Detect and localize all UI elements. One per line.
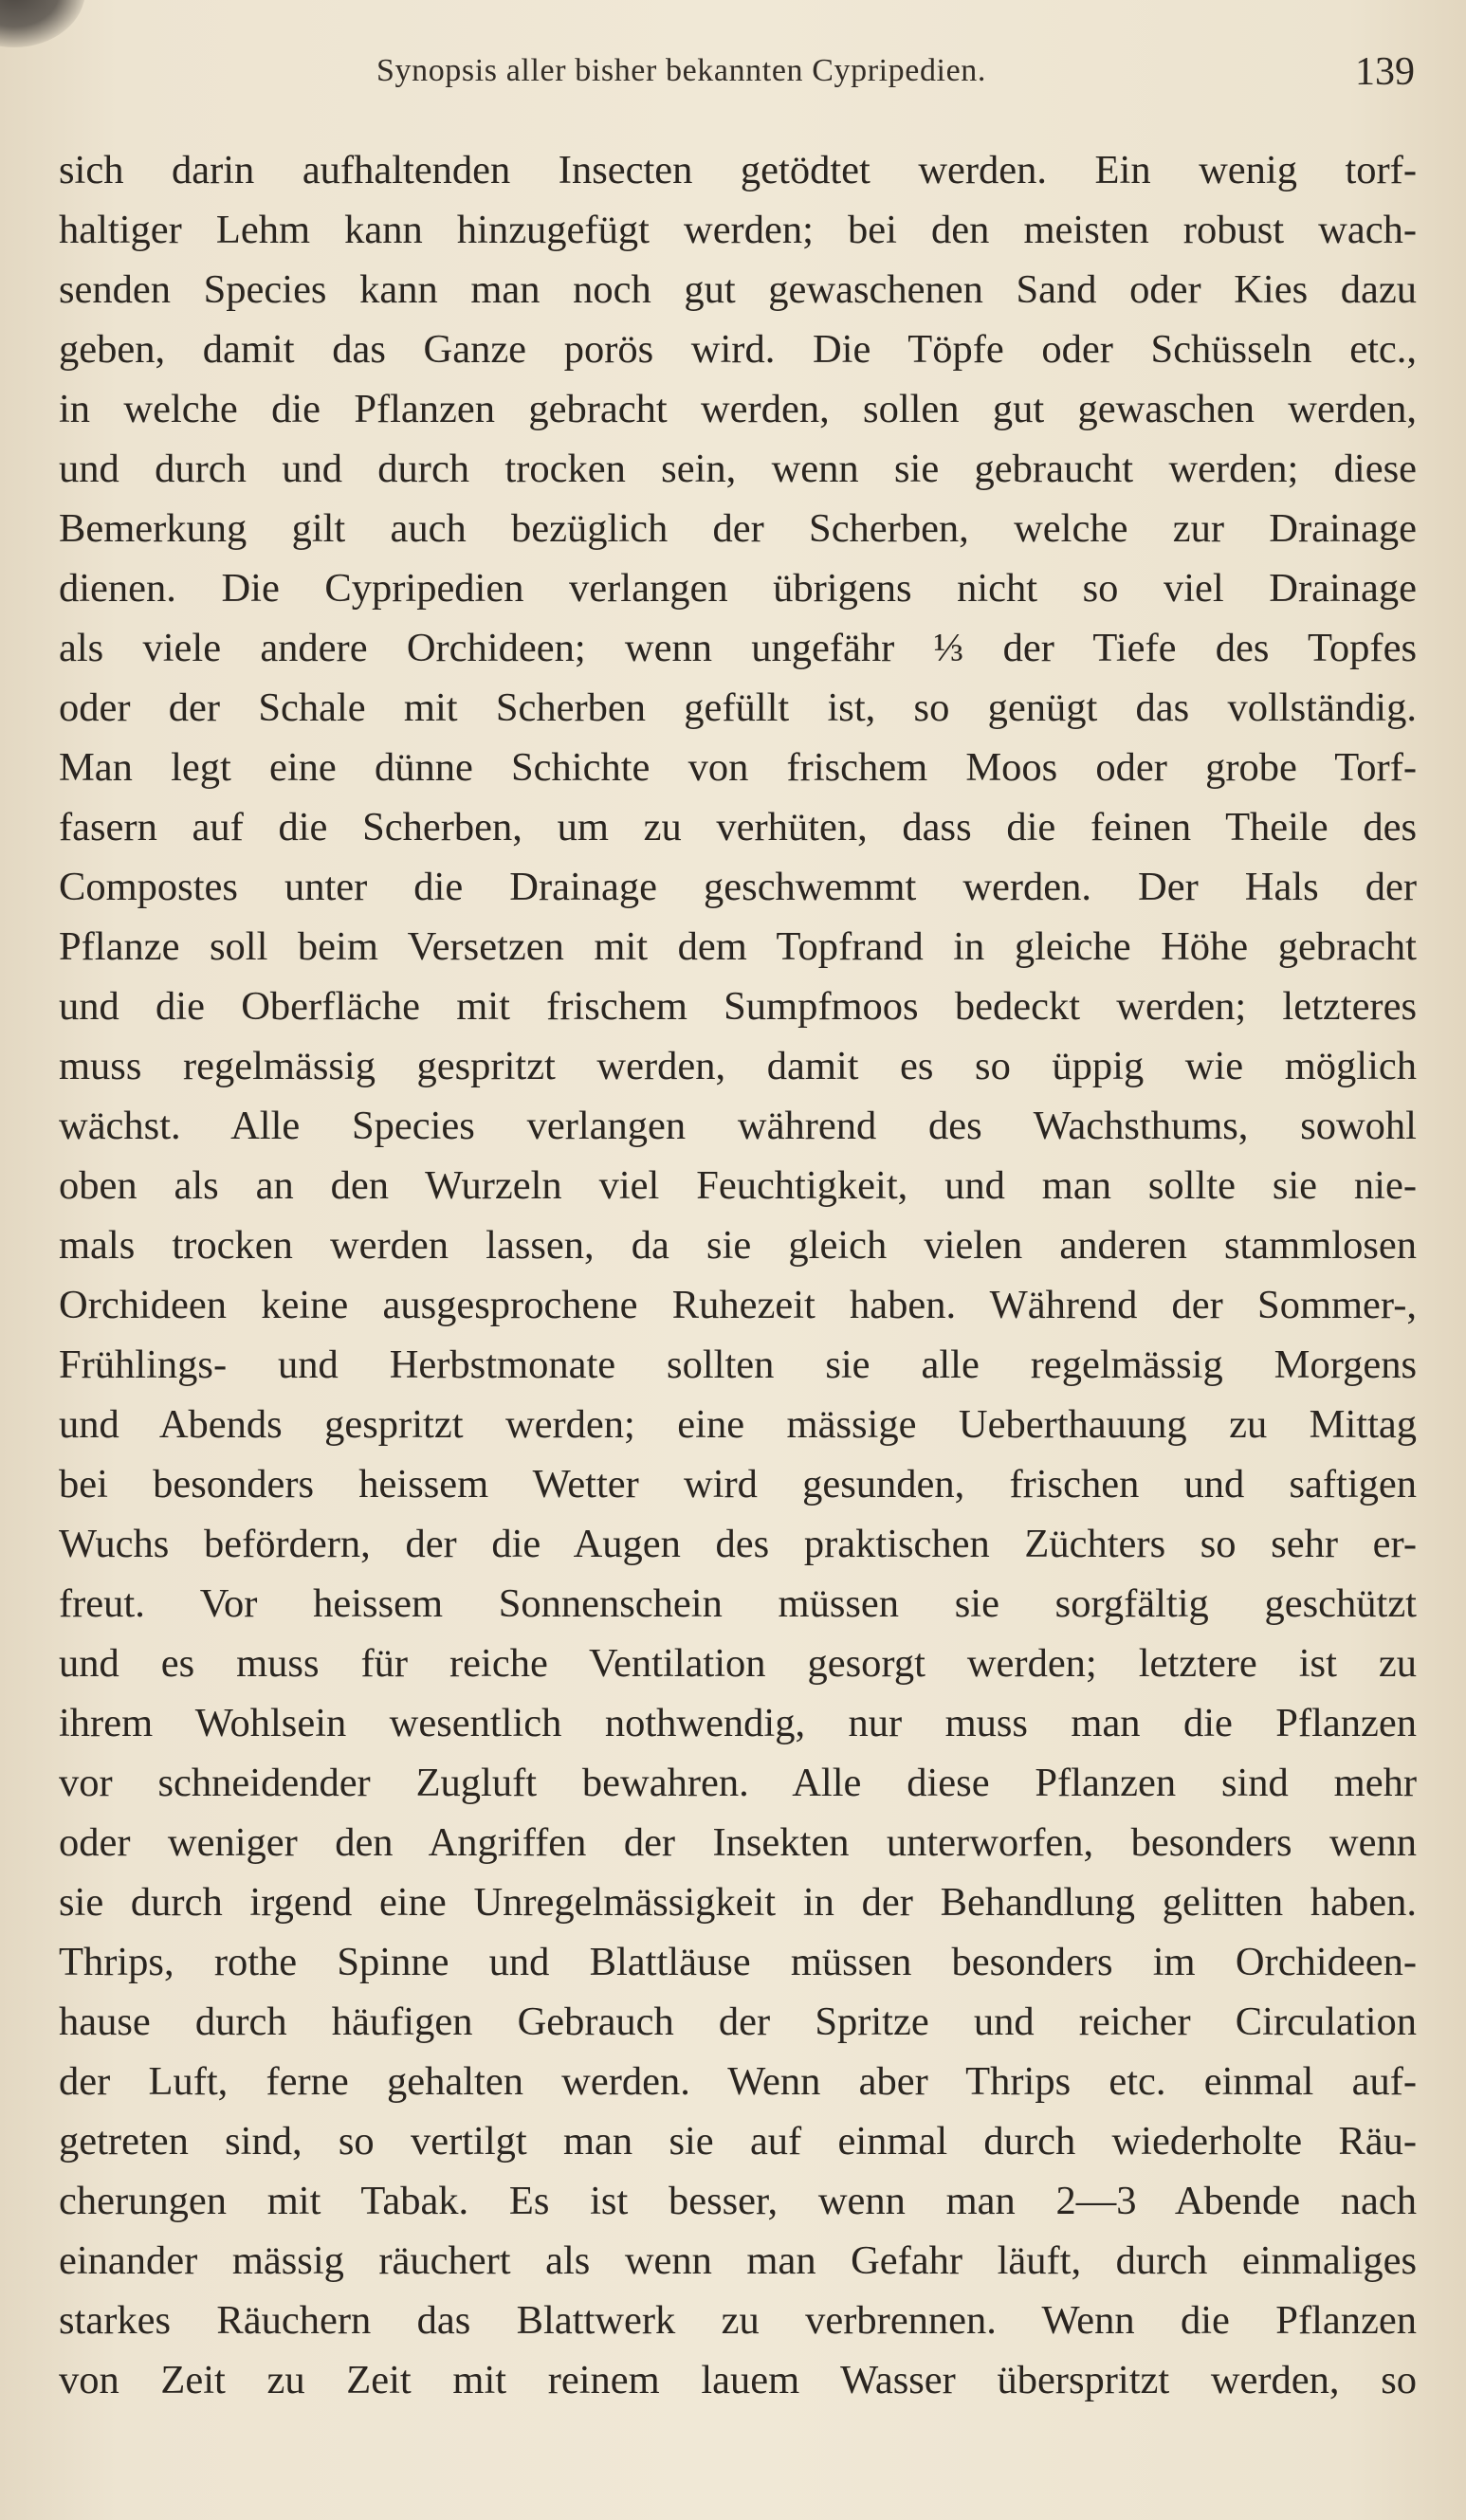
text-line: oder weniger den Angriffen der Insekten unterworfen, besonders wenn [59,1820,1417,1865]
text-line: und die Oberfläche mit frischem Sumpfmoos bedeckt werden; letzteres [59,984,1417,1029]
text-line: fasern auf die Scherben, um zu verhüten, dass die feinen Theile des [59,805,1417,849]
text-line: Pflanze soll beim Versetzen mit dem Topfrand in gleiche Höhe gebracht [59,924,1417,969]
text-line: sie durch irgend eine Unregelmässigkeit in der Behandlung gelitten haben. [59,1880,1417,1925]
text-line: oben als an den Wurzeln viel Feuchtigkeit, und man sollte sie nie- [59,1163,1417,1208]
text-line: getreten sind, so vertilgt man sie auf einmal durch wiederholte Räu- [59,2119,1417,2164]
text-line: Man legt eine dünne Schichte von frischem Moos oder grobe Torf- [59,745,1417,790]
text-line: geben, damit das Ganze porös wird. Die Töpfe oder Schüsseln etc., [59,327,1417,372]
text-line: und Abends gespritzt werden; eine mässige Ueberthauung zu Mittag [59,1402,1417,1447]
page-number: 139 [1355,50,1415,94]
scan-corner-shadow [0,0,85,47]
text-line: muss regelmässig gespritzt werden, damit es so üppig wie möglich [59,1044,1417,1088]
text-line: der Luft, ferne gehalten werden. Wenn aber Thrips etc. einmal auf- [59,2059,1417,2104]
text-line: mals trocken werden lassen, da sie gleich vielen anderen stammlosen [59,1223,1417,1268]
text-line: starkes Räuchern das Blattwerk zu verbrennen. Wenn die Pflanzen [59,2298,1417,2343]
text-line: in welche die Pflanzen gebracht werden, sollen gut gewaschen werden, [59,387,1417,431]
text-line: senden Species kann man noch gut gewaschenen Sand oder Kies dazu [59,267,1417,312]
text-line: Bemerkung gilt auch bezüglich der Scherben, welche zur Drainage [59,506,1417,551]
text-line: als viele andere Orchideen; wenn ungefähr ⅓ der Tiefe des Topfes [59,626,1417,670]
text-line: und es muss für reiche Ventilation gesorgt werden; letztere ist zu [59,1641,1417,1686]
text-line: haltiger Lehm kann hinzugefügt werden; bei den meisten robust wach- [59,208,1417,252]
text-line: bei besonders heissem Wetter wird gesunden, frischen und saftigen [59,1462,1417,1507]
text-line: Wuchs befördern, der die Augen des praktischen Züchters so sehr er- [59,1522,1417,1566]
text-line: sich darin aufhaltenden Insecten getödtet werden. Ein wenig torf- [59,148,1417,192]
text-line: einander mässig räuchert als wenn man Gefahr läuft, durch einmaliges [59,2238,1417,2283]
text-line: von Zeit zu Zeit mit reinem lauem Wasser überspritzt werden, so [59,2358,1417,2402]
running-head: Synopsis aller bisher bekannten Cypripedien. [376,53,986,88]
page-header [59,49,1415,106]
text-line: dienen. Die Cypripedien verlangen übrigens nicht so viel Drainage [59,566,1417,611]
text-line: ihrem Wohlsein wesentlich nothwendig, nur muss man die Pflanzen [59,1701,1417,1745]
text-line: und durch und durch trocken sein, wenn sie gebraucht werden; diese [59,447,1417,491]
text-line: hause durch häufigen Gebrauch der Spritze und reicher Circulation [59,2000,1417,2044]
text-line: wächst. Alle Species verlangen während des Wachsthums, sowohl [59,1104,1417,1148]
text-line: Compostes unter die Drainage geschwemmt werden. Der Hals der [59,865,1417,909]
text-line: oder der Schale mit Scherben gefüllt ist, so genügt das vollständig. [59,685,1417,730]
text-line: Frühlings- und Herbstmonate sollten sie alle regelmässig Morgens [59,1342,1417,1387]
text-line: cherungen mit Tabak. Es ist besser, wenn man 2—3 Abende nach [59,2179,1417,2223]
text-line: vor schneidender Zugluft bewahren. Alle diese Pflanzen sind mehr [59,1761,1417,1805]
text-line: freut. Vor heissem Sonnenschein müssen sie sorgfältig geschützt [59,1581,1417,1626]
text-line: Orchideen keine ausgesprochene Ruhezeit haben. Während der Sommer-, [59,1283,1417,1327]
text-line: Thrips, rothe Spinne und Blattläuse müssen besonders im Orchideen- [59,1940,1417,1984]
body-text [59,140,1417,2410]
